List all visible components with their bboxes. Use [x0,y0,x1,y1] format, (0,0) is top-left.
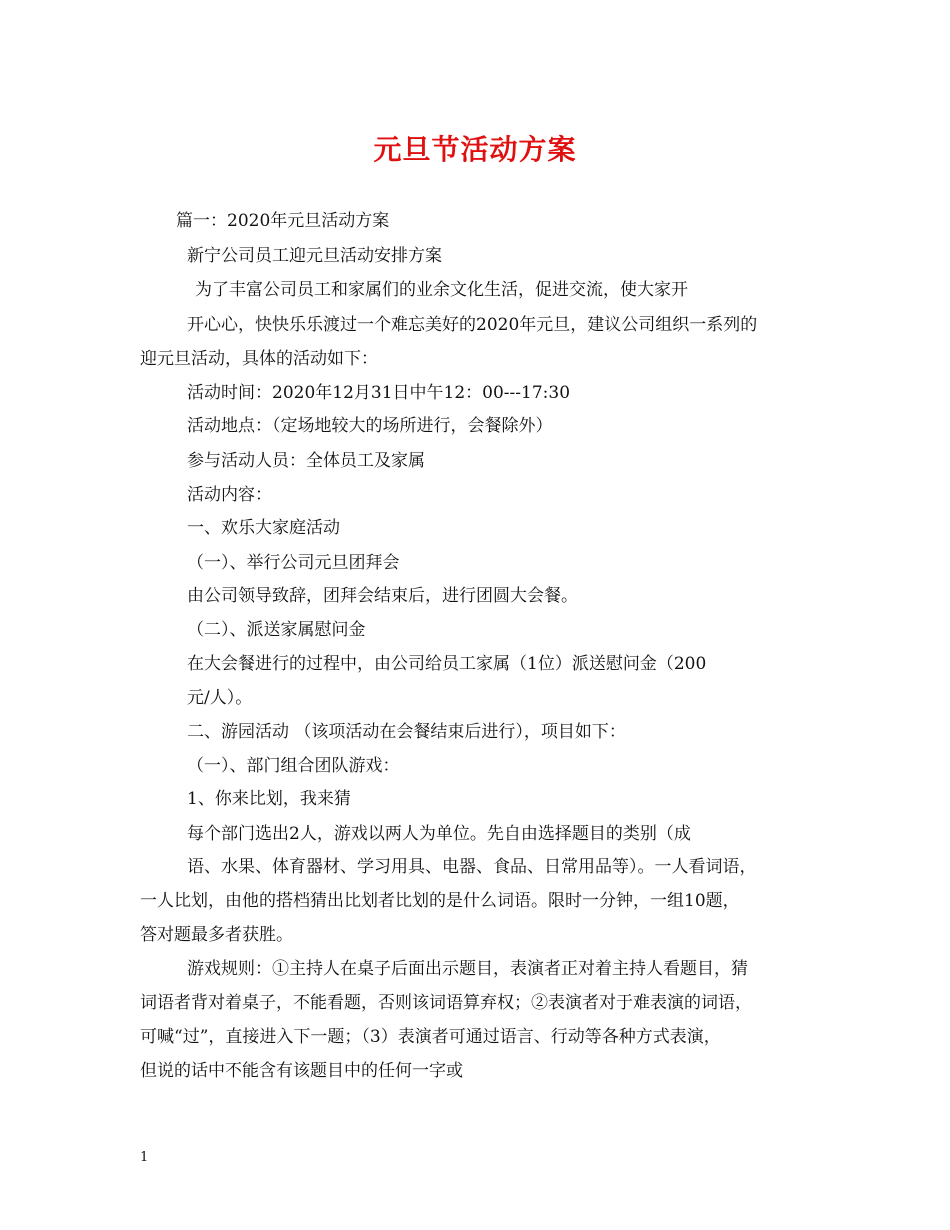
section-heading: 二、游园活动 （该项活动在会餐结束后进行），项目如下： [187,722,626,742]
item-heading: 1、你来比划，我来猜 [187,789,351,809]
paragraph-line: 在大会餐进行的过程中，由公司给员工家属（1位）派送慰问金（200 [187,654,707,674]
subsection-heading: （一）、举行公司元旦团拜会 [187,553,400,573]
paragraph-line: 游戏规则：①主持人在桌子后面出示题目，表演者正对着主持人看题目，猜 [187,959,748,979]
subsection-heading: （一）、部门组合团队游戏： [187,756,400,776]
paragraph-line: 一人比划，由他的搭档猜出比划者比划的是什么词语。限时一分钟，一组10题， [140,891,740,911]
paragraph-line: 篇一：2020年元旦活动方案 [176,211,390,231]
paragraph-line: 由公司领导致辞，团拜会结束后，进行团圆大会餐。 [187,586,578,606]
paragraph-line: 活动地点：（定场地较大的场所进行，会餐除外） [187,416,553,436]
paragraph-line: 每个部门选出2人，游戏以两人为单位。先自由选择题目的类别（成 [187,824,691,844]
document-title: 元旦节活动方案 [373,133,577,166]
paragraph-line: 新宁公司员工迎元旦活动安排方案 [187,246,442,266]
paragraph-line: 但说的话中不能含有该题目中的任何一字或 [140,1061,463,1081]
paragraph-line: 开心心，快快乐乐渡过一个难忘美好的2020年元旦，建议公司组织一系列的 [187,315,758,335]
page-number: 1 [140,1150,149,1165]
paragraph-line: 参与活动人员：全体员工及家属 [187,451,425,471]
subsection-heading: （二）、派送家属慰问金 [187,620,366,640]
paragraph-line: 迎元旦活动，具体的活动如下： [140,349,378,369]
paragraph-line: 活动时间：2020年12月31日中午12：00---17:30 [187,383,571,403]
paragraph-line: 答对题最多者获胜。 [140,925,293,945]
paragraph-line: 元/人）。 [187,688,253,708]
paragraph-line: 活动内容： [187,485,272,505]
paragraph-line: 为了丰富公司员工和家属们的业余文化生活，促进交流，使大家开 [195,280,688,300]
paragraph-line: 可喊“过”，直接进入下一题；（3）表演者可通过语言、行动等各种方式表演， [140,1027,721,1047]
paragraph-line: 词语者背对着桌子，不能看题，否则该词语算弃权；②表演者对于难表演的词语， [140,993,752,1013]
section-heading: 一、欢乐大家庭活动 [187,518,340,538]
paragraph-line: 语、水果、体育器材、学习用具、电器、食品、日常用品等）。一人看词语， [187,857,757,877]
